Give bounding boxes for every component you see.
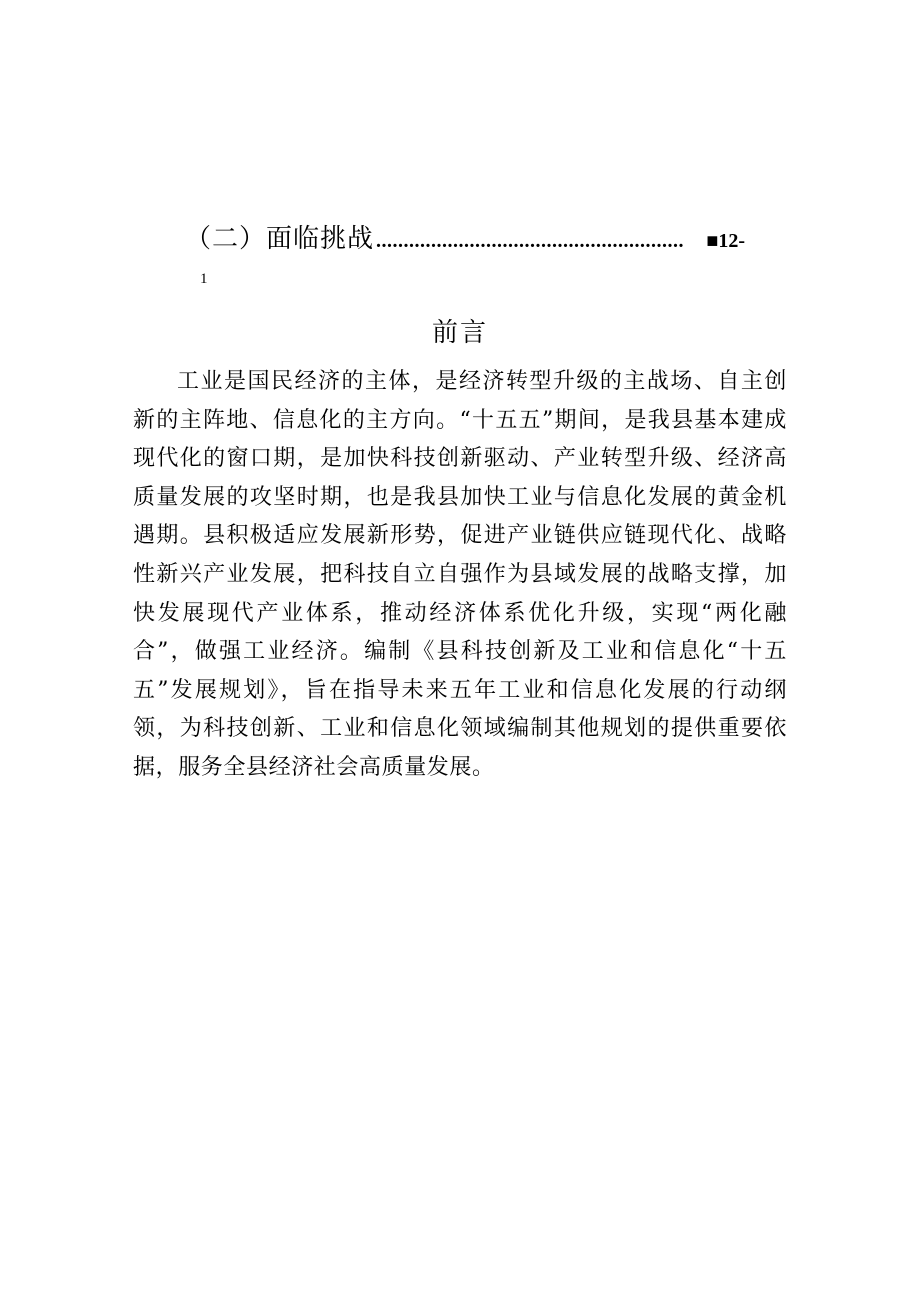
body-paragraph: 工业是国民经济的主体，是经济转型升级的主战场、自主创新的主阵地、信息化的主方向。“十五五”期间，是我县基本建成现代化的窗口期，是加快科技创新驱动、产业转型升级、经济高质量发展的攻坚时期，也是我县加快工业与信息化发展的黄金机遇期。县积极适应发展新形势，促进产业链供应链现代化、战略性新兴产业发展，把科技自立自强作为县域发展的战略支撑，加快发展现代产业体系，推动经济体系优化升级，实现“两化融合”，做强工业经济。编制《县科技创新及工业和信息化“十五五”发展规划》，旨在指导未来五年工业和信息化发展的行动纲领，为科技创新、工业和信息化领域编制其他规划的提供重要依据，服务全县经济社会高质量发展。 — [133, 369, 787, 780]
toc-entry-title: （二）面临挑战 — [185, 224, 375, 254]
toc-dot-leader: ........................................................ — [376, 231, 685, 251]
toc-page-reference: ■12- — [706, 230, 745, 252]
page-number: 1 — [200, 271, 208, 287]
section-heading: 前言 — [431, 318, 488, 348]
toc-entry[interactable] — [185, 218, 745, 258]
